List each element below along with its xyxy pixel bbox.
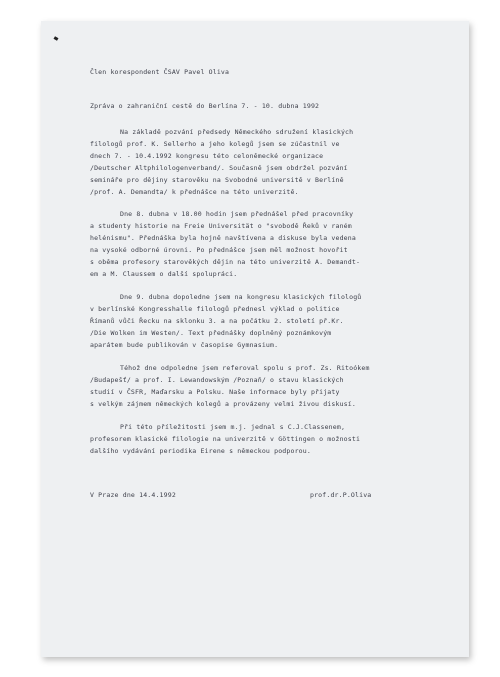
document-header: Člen korespondent ČSAV Pavel Oliva: [90, 68, 230, 76]
signature: prof.dr.P.Oliva: [310, 491, 372, 499]
paragraph-5-line-1: Při této příležitosti jsem m.j. jednal s C.J.Classenem,: [120, 423, 346, 431]
paragraph-5-line-2: profesorem klasické filologie na univerzitě v Göttingen o možnosti: [90, 435, 361, 443]
paragraph-4-line-1: Téhož dne odpoledne jsem referoval spolu s prof. Zs. Ritoókem: [120, 364, 370, 372]
paragraph-3-line-2: v berlínské Kongresshalle filologů přednesl výklad o politice: [90, 305, 340, 313]
paragraph-3-line-5: aparátem bude publikován v časopise Gymnasium.: [90, 341, 279, 349]
paragraph-4-line-4: s velkým zájmem německých kolegů a provázeny velmi živou diskusí.: [90, 400, 356, 408]
paragraph-2-line-1: Dne 8. dubna v 18.00 hodin jsem přednášel před pracovníky: [120, 210, 354, 218]
ink-speck: [54, 36, 59, 41]
document-subject: Zpráva o zahraniční cestě do Berlína 7. - 10. dubna 1992: [90, 102, 320, 110]
paragraph-2-line-3: helénismu". Přednáška byla hojně navštívena a diskuse byla vedena: [90, 234, 356, 242]
paragraph-3-line-4: /Die Wolken im Westen/. Text přednášky doplněný poznámkovým: [90, 329, 332, 337]
paragraph-4-line-2: /Budapešť/ a prof. I. Lewandowským /Poznaň/ o stavu klasických: [90, 376, 344, 384]
paragraph-1-line-5: semináře pro dějiny starověku na Svobodné universitě v Berlíně: [90, 176, 344, 184]
paragraph-1-line-2: filologů prof. K. Sellerho a jeho kolegů jsem se zúčastnil ve: [90, 140, 340, 148]
paragraph-2-line-5: s oběma profesory starověkých dějin na této univerzitě A. Demandt-: [90, 258, 361, 266]
paragraph-3-line-1: Dne 9. dubna dopoledne jsem na kongresu klasických filologů: [120, 293, 362, 301]
paragraph-2-line-2: a studenty historie na Freie Universität o "svobodě Řeků v raném: [90, 222, 352, 230]
paragraph-2-line-4: na vysoké odborné úrovni. Po přednášce jsem měl možnost hovořit: [90, 246, 348, 254]
document-page: [41, 21, 469, 657]
paragraph-2-line-6: em a M. Claussem o další spolupráci.: [90, 270, 238, 278]
paragraph-4-line-3: studií v ČSFR, Maďarsku a Polsku. Naše informace byly přijaty: [90, 388, 340, 396]
paragraph-5-line-3: dalšího vydávání periodika Eirene s německou podporou.: [90, 447, 311, 455]
paragraph-3-line-3: Římanů vůči Řecku na sklonku 3. a na počátku 2. století př.Kr.: [90, 317, 344, 325]
place-date: V Praze dne 14.4.1992: [90, 491, 176, 499]
paragraph-1-line-3: dnech 7. - 10.4.1992 kongresu této celoněmecké organizace: [90, 152, 324, 160]
paragraph-1-line-6: /prof. A. Demandta/ k přednášce na této univerzitě.: [90, 188, 299, 196]
paragraph-1-line-1: Na základě pozvání předsedy Německého sdružení klasických: [120, 128, 354, 136]
paragraph-1-line-4: /Deutscher Altphilologenverband/. Současně jsem obdržel pozvání: [90, 164, 348, 172]
